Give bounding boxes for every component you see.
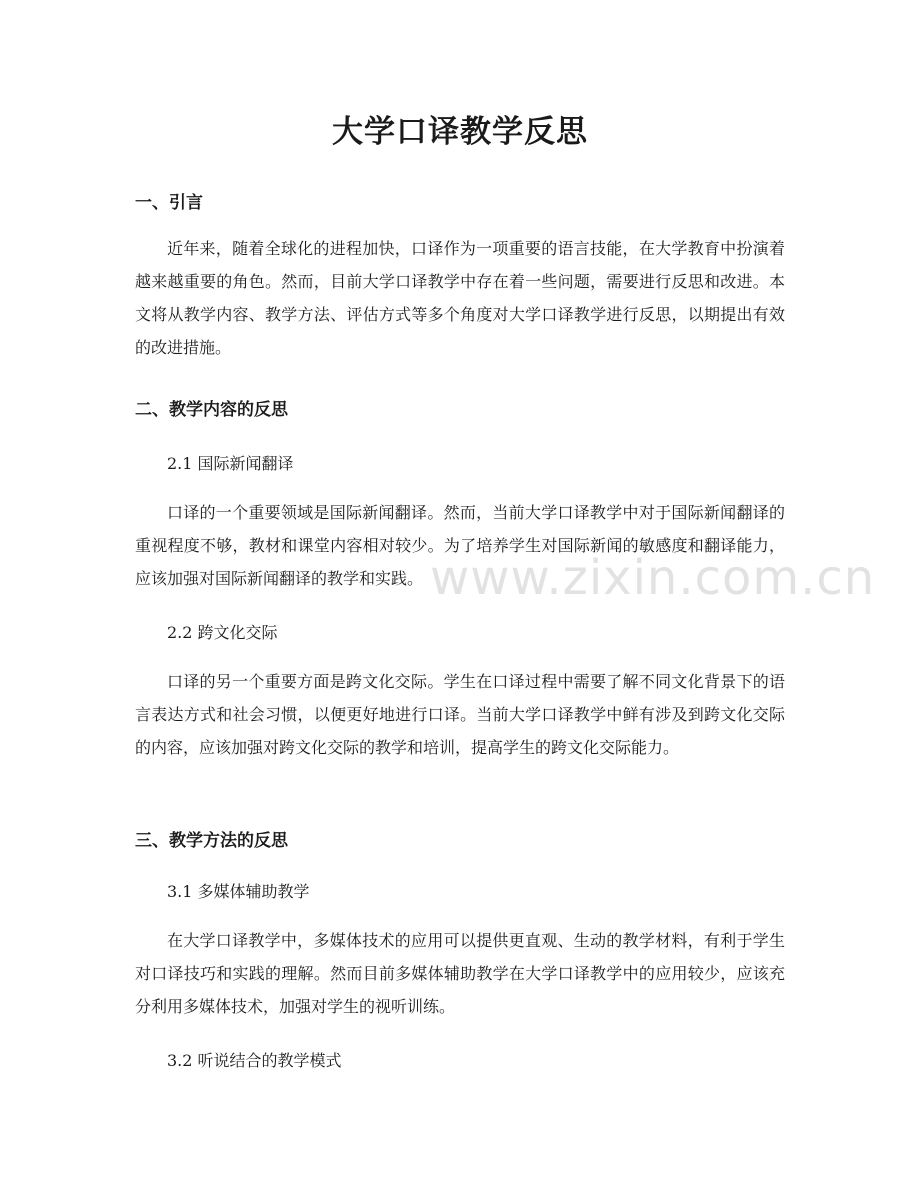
section-heading-introduction: 一、引言 — [135, 193, 203, 213]
document-title: 大学口译教学反思 — [332, 114, 588, 150]
subsection-heading-2-1: 2.1 国际新闻翻译 — [167, 454, 294, 473]
paragraph-introduction: 近年来，随着全球化的进程加快，口译作为一项重要的语言技能，在大学教育中扮演着越来越重要的角色。然而，目前大学口译教学中存在着一些问题，需要进行反思和改进。本文将从教学内容、教学方法、评估方式等多个角度对大学口译教学进行反思，以期提出有效的改进措施。 — [135, 239, 785, 357]
subsection-heading-3-1: 3.1 多媒体辅助教学 — [167, 882, 310, 901]
paragraph-2-1: 口译的一个重要领域是国际新闻翻译。然而，当前大学口译教学中对于国际新闻翻译的重视程度不够，教材和课堂内容相对较少。为了培养学生对国际新闻的敏感度和翻译能力，应该加强对国际新闻翻译的教学和实践。 — [135, 503, 785, 588]
section-heading-teaching-content: 二、教学内容的反思 — [135, 400, 288, 420]
paragraph-3-1: 在大学口译教学中，多媒体技术的应用可以提供更直观、生动的教学材料，有利于学生对口译技巧和实践的理解。然而目前多媒体辅助教学在大学口译教学中的应用较少，应该充分利用多媒体技术，加强对学生的视听训练。 — [135, 931, 785, 1016]
paragraph-2-2: 口译的另一个重要方面是跨文化交际。学生在口译过程中需要了解不同文化背景下的语言表达方式和社会习惯，以便更好地进行口译。当前大学口译教学中鲜有涉及到跨文化交际的内容，应该加强对跨文化交际的教学和培训，提高学生的跨文化交际能力。 — [135, 672, 785, 757]
watermark-text: www.zixin.com.cn — [430, 550, 876, 606]
subsection-heading-2-2: 2.2 跨文化交际 — [167, 623, 278, 642]
section-heading-teaching-methods: 三、教学方法的反思 — [135, 831, 288, 851]
subsection-heading-3-2: 3.2 听说结合的教学模式 — [167, 1051, 342, 1070]
